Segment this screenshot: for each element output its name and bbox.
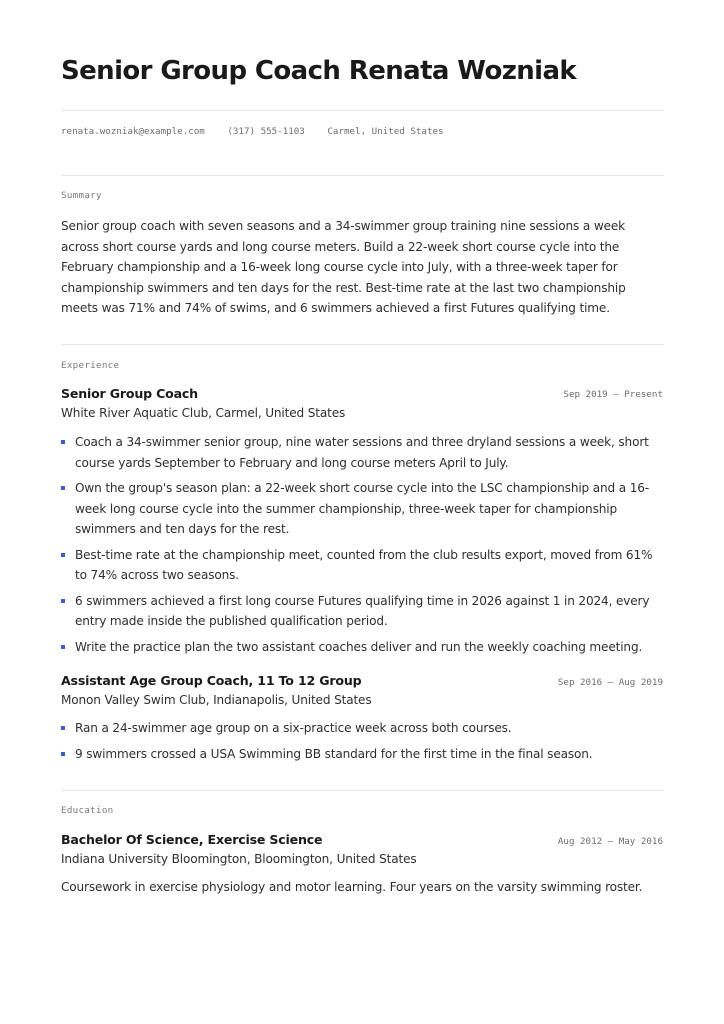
divider <box>61 344 664 345</box>
job-title: Senior Group Coach <box>61 386 198 401</box>
list-item: Best-time rate at the championship meet, counted from the club results export, moved from 61% to 74% across two seasons. <box>61 545 665 586</box>
bullet-icon <box>61 599 65 603</box>
divider <box>61 175 664 176</box>
summary-text: Senior group coach with seven seasons and a 34-swimmer group training nine sessions a week across short course yards and long course meters. Build a 22-week short course cycle into the February championship and a 16-week long course cycle into July, with a three-week taper for championship swimmers and ten days for the rest. Best-time rate at the last two championship meets was 71% and 74% of swims, and 6 swimmers achieved a first Futures qualifying time. <box>61 219 626 315</box>
list-item: Write the practice plan the two assistant coaches deliver and run the weekly coaching meeting. <box>61 637 665 658</box>
list-item: 9 swimmers crossed a USA Swimming BB standard for the first time in the final season. <box>61 744 665 765</box>
education-dates: Aug 2012 — May 2016 <box>557 836 663 847</box>
experience-heading: Experience <box>61 360 120 371</box>
page-title: Senior Group Coach Renata Wozniak <box>61 56 577 86</box>
job-organization: White River Aquatic Club, Carmel, United States <box>61 406 346 420</box>
education-heading: Education <box>61 805 114 816</box>
list-item: Ran a 24-swimmer age group on a six-practice week across both courses. <box>61 718 665 739</box>
bullet-icon <box>61 440 65 444</box>
bullet-icon <box>61 752 65 756</box>
bullet-icon <box>61 486 65 490</box>
degree-title: Bachelor Of Science, Exercise Science <box>61 832 323 847</box>
location-text: Carmel, United States <box>327 126 444 137</box>
job-organization: Monon Valley Swim Club, Indianapolis, United States <box>61 693 372 707</box>
job-dates: Sep 2016 — Aug 2019 <box>557 677 663 688</box>
bullet-icon <box>61 553 65 557</box>
job-bullet-list <box>61 718 665 769</box>
summary-heading: Summary <box>61 190 102 201</box>
education-note: Coursework in exercise physiology and motor learning. Four years on the varsity swimming roster. <box>61 880 643 894</box>
divider <box>61 110 664 111</box>
bullet-icon <box>61 726 65 730</box>
contact-line <box>61 126 461 137</box>
list-item: Own the group's season plan: a 22-week short course cycle into the LSC championship and a 16-week long course cycle into the summer championship, three-week taper for championship swimmers and ten days for the rest. <box>61 478 665 540</box>
phone-text: (317) 555-1103 <box>227 126 305 137</box>
job-dates: Sep 2019 — Present <box>563 389 663 400</box>
job-bullet-list <box>61 432 665 662</box>
list-item: 6 swimmers achieved a first long course Futures qualifying time in 2026 against 1 in 2024, every entry made inside the published qualification period. <box>61 591 665 632</box>
divider <box>61 790 664 791</box>
school-name: Indiana University Bloomington, Bloomington, United States <box>61 852 417 866</box>
list-item: Coach a 34-swimmer senior group, nine water sessions and three dryland sessions a week, short course yards September to February and long course meters April to July. <box>61 432 665 473</box>
email-text: renata.wozniak@example.com <box>61 126 205 137</box>
bullet-icon <box>61 645 65 649</box>
job-title: Assistant Age Group Coach, 11 To 12 Group <box>61 673 362 688</box>
